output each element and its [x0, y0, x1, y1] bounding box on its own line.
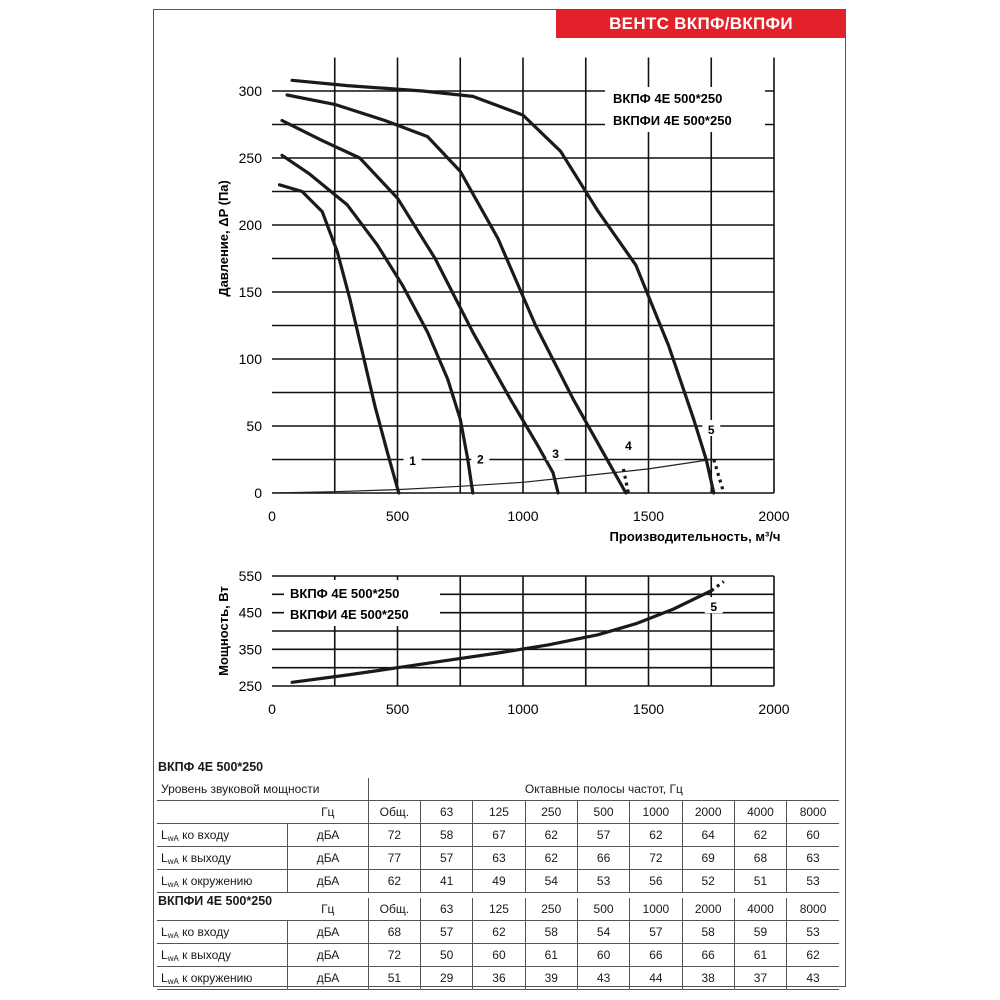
row-label: к окружению: [178, 873, 253, 888]
value-cell: 63: [473, 847, 525, 870]
value-cell: 62: [525, 824, 577, 847]
y-tick-label: 300: [238, 83, 262, 99]
value-cell: 60: [577, 944, 629, 967]
sound-table-vkpfi: [157, 898, 839, 990]
column-header: 250: [525, 801, 577, 824]
value-cell: 43: [787, 967, 839, 990]
column-header: 1000: [630, 898, 682, 921]
column-header: 4000: [734, 801, 786, 824]
value-cell: 72: [368, 944, 420, 967]
value-cell: 54: [525, 870, 577, 893]
x-tick-label: 500: [385, 508, 410, 524]
sound-table-vkpf: [157, 778, 839, 893]
value-cell: 56: [630, 870, 682, 893]
x-tick-label: 2000: [758, 701, 790, 717]
value-cell: 51: [368, 967, 420, 990]
curve-4: [287, 95, 626, 493]
column-header: Общ.: [368, 801, 420, 824]
table-row: [157, 967, 839, 990]
curve-label: 1: [409, 453, 416, 468]
lwa-subscript: wA: [167, 953, 179, 963]
column-header: 500: [577, 898, 629, 921]
pressure-chart: [150, 50, 840, 560]
value-cell: 61: [525, 944, 577, 967]
table-title-vkpf: ВКПФ 4Е 500*250: [158, 760, 264, 774]
value-cell: 57: [421, 921, 473, 944]
value-cell: 41: [421, 870, 473, 893]
value-cell: 58: [682, 921, 734, 944]
x-tick-label: 1000: [507, 508, 539, 524]
value-cell: 57: [577, 824, 629, 847]
x-tick-label: 0: [268, 508, 276, 524]
curve-label: 5: [710, 600, 718, 615]
value-cell: 68: [368, 921, 420, 944]
curve-label: 3: [552, 447, 559, 462]
column-header: 1000: [630, 801, 682, 824]
value-cell: 62: [525, 847, 577, 870]
y-tick-label: 350: [238, 641, 262, 658]
y-tick-label: 0: [254, 485, 262, 501]
unit-cell: дБА: [288, 870, 368, 893]
lwa-subscript: wA: [167, 976, 179, 986]
column-header: 125: [473, 801, 525, 824]
value-cell: 63: [787, 847, 839, 870]
value-cell: 57: [421, 847, 473, 870]
column-header: 63: [421, 898, 473, 921]
power-curve-tail-5: [711, 582, 724, 591]
row-label: к выходу: [178, 850, 232, 865]
value-cell: 53: [787, 921, 839, 944]
value-cell: 44: [630, 967, 682, 990]
legend-entry: ВКПФИ 4Е 500*250: [613, 113, 732, 128]
value-cell: 52: [682, 870, 734, 893]
y-tick-label: 450: [238, 604, 262, 621]
value-cell: 62: [630, 824, 682, 847]
value-cell: 59: [734, 921, 786, 944]
value-cell: 58: [525, 921, 577, 944]
value-cell: 66: [630, 944, 682, 967]
value-cell: 38: [682, 967, 734, 990]
value-cell: 66: [682, 944, 734, 967]
column-header: 250: [525, 898, 577, 921]
y-tick-label: 100: [238, 351, 262, 367]
column-header: 8000: [787, 801, 839, 824]
lwa-subscript: wA: [167, 833, 179, 843]
column-header: 2000: [682, 898, 734, 921]
value-cell: 49: [473, 870, 525, 893]
value-cell: 57: [630, 921, 682, 944]
x-tick-label: 1000: [507, 701, 539, 717]
lwa-symbol: L: [161, 850, 168, 865]
curve-2: [282, 155, 473, 493]
y-axis-title: Давление, ΔP (Па): [216, 180, 231, 297]
value-cell: 54: [577, 921, 629, 944]
value-cell: 72: [630, 847, 682, 870]
value-cell: 60: [787, 824, 839, 847]
unit-cell: дБА: [288, 944, 368, 967]
lwa-symbol: L: [161, 947, 168, 962]
unit-cell: дБА: [288, 824, 368, 847]
value-cell: 53: [577, 870, 629, 893]
value-cell: 64: [682, 824, 734, 847]
table-row: [157, 824, 839, 847]
column-header: 63: [421, 801, 473, 824]
row-label-cell: [157, 967, 288, 990]
y-tick-label: 250: [238, 678, 262, 694]
legend-entry: ВКПФИ 4Е 500*250: [290, 607, 409, 622]
lwa-symbol: L: [161, 827, 168, 842]
value-cell: 39: [525, 967, 577, 990]
x-tick-label: 1500: [632, 701, 665, 717]
table-row: [157, 870, 839, 893]
x-tick-label: 2000: [758, 508, 790, 524]
lwa-symbol: L: [161, 873, 168, 888]
lwa-subscript: wA: [167, 879, 179, 889]
value-cell: 77: [368, 847, 420, 870]
value-cell: 50: [421, 944, 473, 967]
table-row: [157, 944, 839, 967]
band-header: Октавные полосы частот, Гц: [368, 778, 839, 801]
x-tick-label: 1500: [632, 508, 665, 524]
value-cell: 62: [787, 944, 839, 967]
curve-1: [280, 185, 399, 493]
y-tick-label: 150: [238, 284, 262, 300]
value-cell: 53: [787, 870, 839, 893]
value-cell: 51: [734, 870, 786, 893]
value-cell: 68: [734, 847, 786, 870]
column-header: 2000: [682, 801, 734, 824]
value-cell: 62: [368, 870, 420, 893]
column-header: 4000: [734, 898, 786, 921]
column-header: Общ.: [368, 898, 420, 921]
value-cell: 61: [734, 944, 786, 967]
table-row: [157, 921, 839, 944]
x-axis-title: Производительность, м³/ч: [609, 529, 781, 544]
table-title-vkpfi: ВКПФИ 4Е 500*250: [158, 894, 273, 908]
row-label-cell: [157, 921, 288, 944]
value-cell: 62: [473, 921, 525, 944]
row-label-cell: [157, 847, 288, 870]
network-curve: [272, 460, 711, 494]
curve-label: 4: [625, 439, 632, 454]
value-cell: 43: [577, 967, 629, 990]
header-blank: [157, 801, 288, 824]
legend-entry: ВКПФ 4Е 500*250: [613, 91, 723, 106]
group-label: Уровень звуковой мощности: [157, 778, 368, 801]
value-cell: 72: [368, 824, 420, 847]
x-tick-label: 0: [268, 701, 276, 717]
column-header: 8000: [787, 898, 839, 921]
y-axis-title: Мощность, Вт: [216, 586, 231, 676]
row-label: ко входу: [178, 827, 230, 842]
row-label: ко входу: [178, 924, 230, 939]
lwa-symbol: L: [161, 924, 168, 939]
banner-title: ВЕНТС ВКПФ/ВКПФИ: [609, 14, 793, 33]
value-cell: 29: [421, 967, 473, 990]
unit-header: Гц: [288, 898, 368, 921]
lwa-symbol: L: [161, 970, 168, 985]
value-cell: 62: [734, 824, 786, 847]
unit-cell: дБА: [288, 921, 368, 944]
column-header: 500: [577, 801, 629, 824]
value-cell: 69: [682, 847, 734, 870]
legend-entry: ВКПФ 4Е 500*250: [290, 586, 400, 601]
row-label-cell: [157, 824, 288, 847]
row-label-cell: [157, 944, 288, 967]
value-cell: 37: [734, 967, 786, 990]
x-tick-label: 500: [385, 701, 410, 717]
value-cell: 66: [577, 847, 629, 870]
value-cell: 60: [473, 944, 525, 967]
unit-cell: дБА: [288, 967, 368, 990]
row-label: к окружению: [178, 970, 253, 985]
row-label-cell: [157, 870, 288, 893]
header-blank: [157, 898, 288, 921]
row-label: к выходу: [178, 947, 232, 962]
table-row: [157, 847, 839, 870]
curve-3: [282, 121, 558, 494]
curve-label: 5: [707, 423, 715, 438]
brand-banner: [556, 10, 846, 38]
y-tick-label: 550: [238, 568, 262, 584]
curve-label: 2: [476, 452, 484, 467]
unit-header: Гц: [288, 801, 368, 824]
unit-cell: дБА: [288, 847, 368, 870]
lwa-subscript: wA: [167, 930, 179, 940]
value-cell: 58: [421, 824, 473, 847]
value-cell: 36: [473, 967, 525, 990]
y-tick-label: 200: [238, 217, 262, 233]
curve-tail-5: [714, 460, 724, 494]
y-tick-label: 250: [238, 150, 262, 166]
lwa-subscript: wA: [167, 856, 179, 866]
value-cell: 67: [473, 824, 525, 847]
y-tick-label: 50: [246, 418, 262, 434]
column-header: 125: [473, 898, 525, 921]
curve-5: [292, 80, 714, 493]
power-chart: [150, 560, 840, 730]
